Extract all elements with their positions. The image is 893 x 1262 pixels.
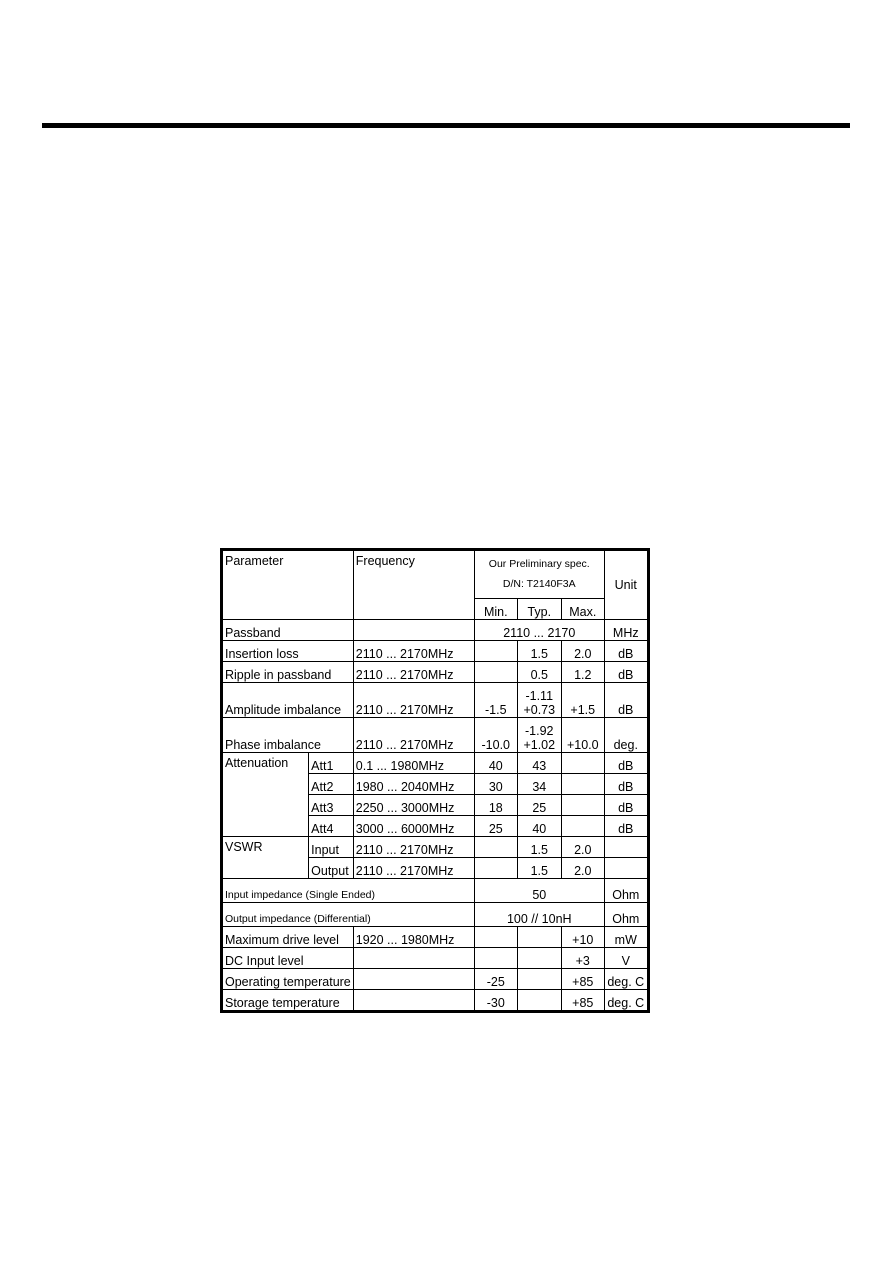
- unit-cell: MHz: [604, 620, 648, 641]
- unit-cell: mW: [604, 927, 648, 948]
- unit-cell: [604, 837, 648, 858]
- unit-cell: dB: [604, 795, 648, 816]
- spec-table: [220, 548, 650, 1013]
- unit-cell: dB: [604, 662, 648, 683]
- max-cell: +10.0: [561, 718, 604, 753]
- max-cell: [561, 795, 604, 816]
- unit-cell: deg. C: [604, 990, 648, 1012]
- param-cell: DC Input level: [222, 948, 354, 969]
- typ-cell: 25: [517, 795, 561, 816]
- typ-cell: 1.5: [517, 858, 561, 879]
- unit-cell: dB: [604, 816, 648, 837]
- param-cell: Phase imbalance: [222, 718, 354, 753]
- sub-param-cell: Att4: [309, 816, 354, 837]
- sub-param-cell: Att2: [309, 774, 354, 795]
- header-parameter: Parameter: [222, 550, 354, 620]
- freq-cell: 2110 ... 2170MHz: [353, 837, 474, 858]
- typ-cell: 43: [517, 753, 561, 774]
- typ-value-high: +1.02: [523, 738, 556, 752]
- min-cell: [474, 641, 517, 662]
- freq-cell: 2110 ... 2170MHz: [353, 858, 474, 879]
- unit-cell: deg.: [604, 718, 648, 753]
- max-cell: +10: [561, 927, 604, 948]
- sub-param-cell: Att3: [309, 795, 354, 816]
- sub-param-cell: Att1: [309, 753, 354, 774]
- freq-cell: 2110 ... 2170MHz: [353, 662, 474, 683]
- freq-cell: [353, 620, 474, 641]
- param-cell: Maximum drive level: [222, 927, 354, 948]
- min-cell: -25: [474, 969, 517, 990]
- freq-cell: 2110 ... 2170MHz: [353, 718, 474, 753]
- param-cell: Insertion loss: [222, 641, 354, 662]
- typ-cell: 1.5: [517, 837, 561, 858]
- typ-cell: 34: [517, 774, 561, 795]
- max-cell: +1.5: [561, 683, 604, 718]
- min-cell: 25: [474, 816, 517, 837]
- typ-cell: 0.5: [517, 662, 561, 683]
- typ-value-low: -1.92: [525, 724, 554, 738]
- min-cell: [474, 858, 517, 879]
- sub-param-cell: Input: [309, 837, 354, 858]
- freq-cell: 2110 ... 2170MHz: [353, 641, 474, 662]
- param-cell: Output impedance (Differential): [222, 903, 475, 927]
- freq-cell: 0.1 ... 1980MHz: [353, 753, 474, 774]
- param-cell: VSWR: [222, 837, 309, 879]
- min-cell: [474, 837, 517, 858]
- header-frequency: Frequency: [353, 550, 474, 620]
- freq-cell: [353, 969, 474, 990]
- max-cell: +3: [561, 948, 604, 969]
- min-cell: -1.5: [474, 683, 517, 718]
- freq-cell: 3000 ... 6000MHz: [353, 816, 474, 837]
- unit-cell: deg. C: [604, 969, 648, 990]
- param-cell: Amplitude imbalance: [222, 683, 354, 718]
- header-min: Min.: [474, 599, 517, 620]
- typ-cell: [517, 683, 561, 718]
- param-cell: Storage temperature: [222, 990, 354, 1012]
- table-row: [222, 990, 649, 1012]
- unit-cell: dB: [604, 774, 648, 795]
- min-cell: [474, 948, 517, 969]
- unit-cell: dB: [604, 683, 648, 718]
- header-max: Max.: [561, 599, 604, 620]
- typ-cell: 1.5: [517, 641, 561, 662]
- table-row: [222, 927, 649, 948]
- typ-value-low: -1.11: [525, 689, 554, 703]
- max-cell: [561, 774, 604, 795]
- unit-cell: dB: [604, 753, 648, 774]
- max-cell: [561, 816, 604, 837]
- table-header-row: [222, 550, 649, 599]
- min-cell: 40: [474, 753, 517, 774]
- unit-cell: Ohm: [604, 879, 648, 903]
- typ-cell: [517, 948, 561, 969]
- max-cell: 2.0: [561, 641, 604, 662]
- header-spec-line2: D/N: T2140F3A: [502, 578, 576, 590]
- min-cell: 18: [474, 795, 517, 816]
- typ-cell: 40: [517, 816, 561, 837]
- max-cell: +85: [561, 990, 604, 1012]
- param-cell: Passband: [222, 620, 354, 641]
- header-rule: [42, 123, 850, 128]
- header-spec: [474, 550, 604, 599]
- table-row: [222, 620, 649, 641]
- table-row: [222, 837, 649, 858]
- unit-cell: dB: [604, 641, 648, 662]
- max-cell: [561, 753, 604, 774]
- table-row: [222, 641, 649, 662]
- typ-cell: [517, 927, 561, 948]
- unit-cell: Ohm: [604, 903, 648, 927]
- table-row: [222, 903, 649, 927]
- table-row: [222, 879, 649, 903]
- max-cell: 1.2: [561, 662, 604, 683]
- table-row: [222, 969, 649, 990]
- header-typ: Typ.: [517, 599, 561, 620]
- typ-cell: [517, 718, 561, 753]
- table-row: [222, 662, 649, 683]
- header-spec-line1: Our Preliminary spec.: [488, 558, 590, 570]
- typ-value-high: +0.73: [523, 703, 556, 717]
- unit-cell: V: [604, 948, 648, 969]
- freq-cell: 2110 ... 2170MHz: [353, 683, 474, 718]
- max-cell: +85: [561, 969, 604, 990]
- table-row: [222, 753, 649, 774]
- table-row: [222, 718, 649, 753]
- min-cell: [474, 662, 517, 683]
- param-cell: Input impedance (Single Ended): [222, 879, 475, 903]
- freq-cell: 1980 ... 2040MHz: [353, 774, 474, 795]
- freq-cell: [353, 948, 474, 969]
- param-cell: Operating temperature: [222, 969, 354, 990]
- freq-cell: [353, 990, 474, 1012]
- min-cell: -30: [474, 990, 517, 1012]
- param-cell: Ripple in passband: [222, 662, 354, 683]
- unit-cell: [604, 858, 648, 879]
- param-cell: Attenuation: [222, 753, 309, 837]
- value-cell: 2110 ... 2170: [474, 620, 604, 641]
- header-unit: Unit: [604, 550, 648, 620]
- min-cell: [474, 927, 517, 948]
- min-cell: 30: [474, 774, 517, 795]
- value-cell: 100 // 10nH: [474, 903, 604, 927]
- min-cell: -10.0: [474, 718, 517, 753]
- max-cell: 2.0: [561, 837, 604, 858]
- typ-cell: [517, 990, 561, 1012]
- value-cell: 50: [474, 879, 604, 903]
- table-row: [222, 948, 649, 969]
- typ-cell: [517, 969, 561, 990]
- freq-cell: 1920 ... 1980MHz: [353, 927, 474, 948]
- table-row: [222, 683, 649, 718]
- freq-cell: 2250 ... 3000MHz: [353, 795, 474, 816]
- sub-param-cell: Output: [309, 858, 354, 879]
- max-cell: 2.0: [561, 858, 604, 879]
